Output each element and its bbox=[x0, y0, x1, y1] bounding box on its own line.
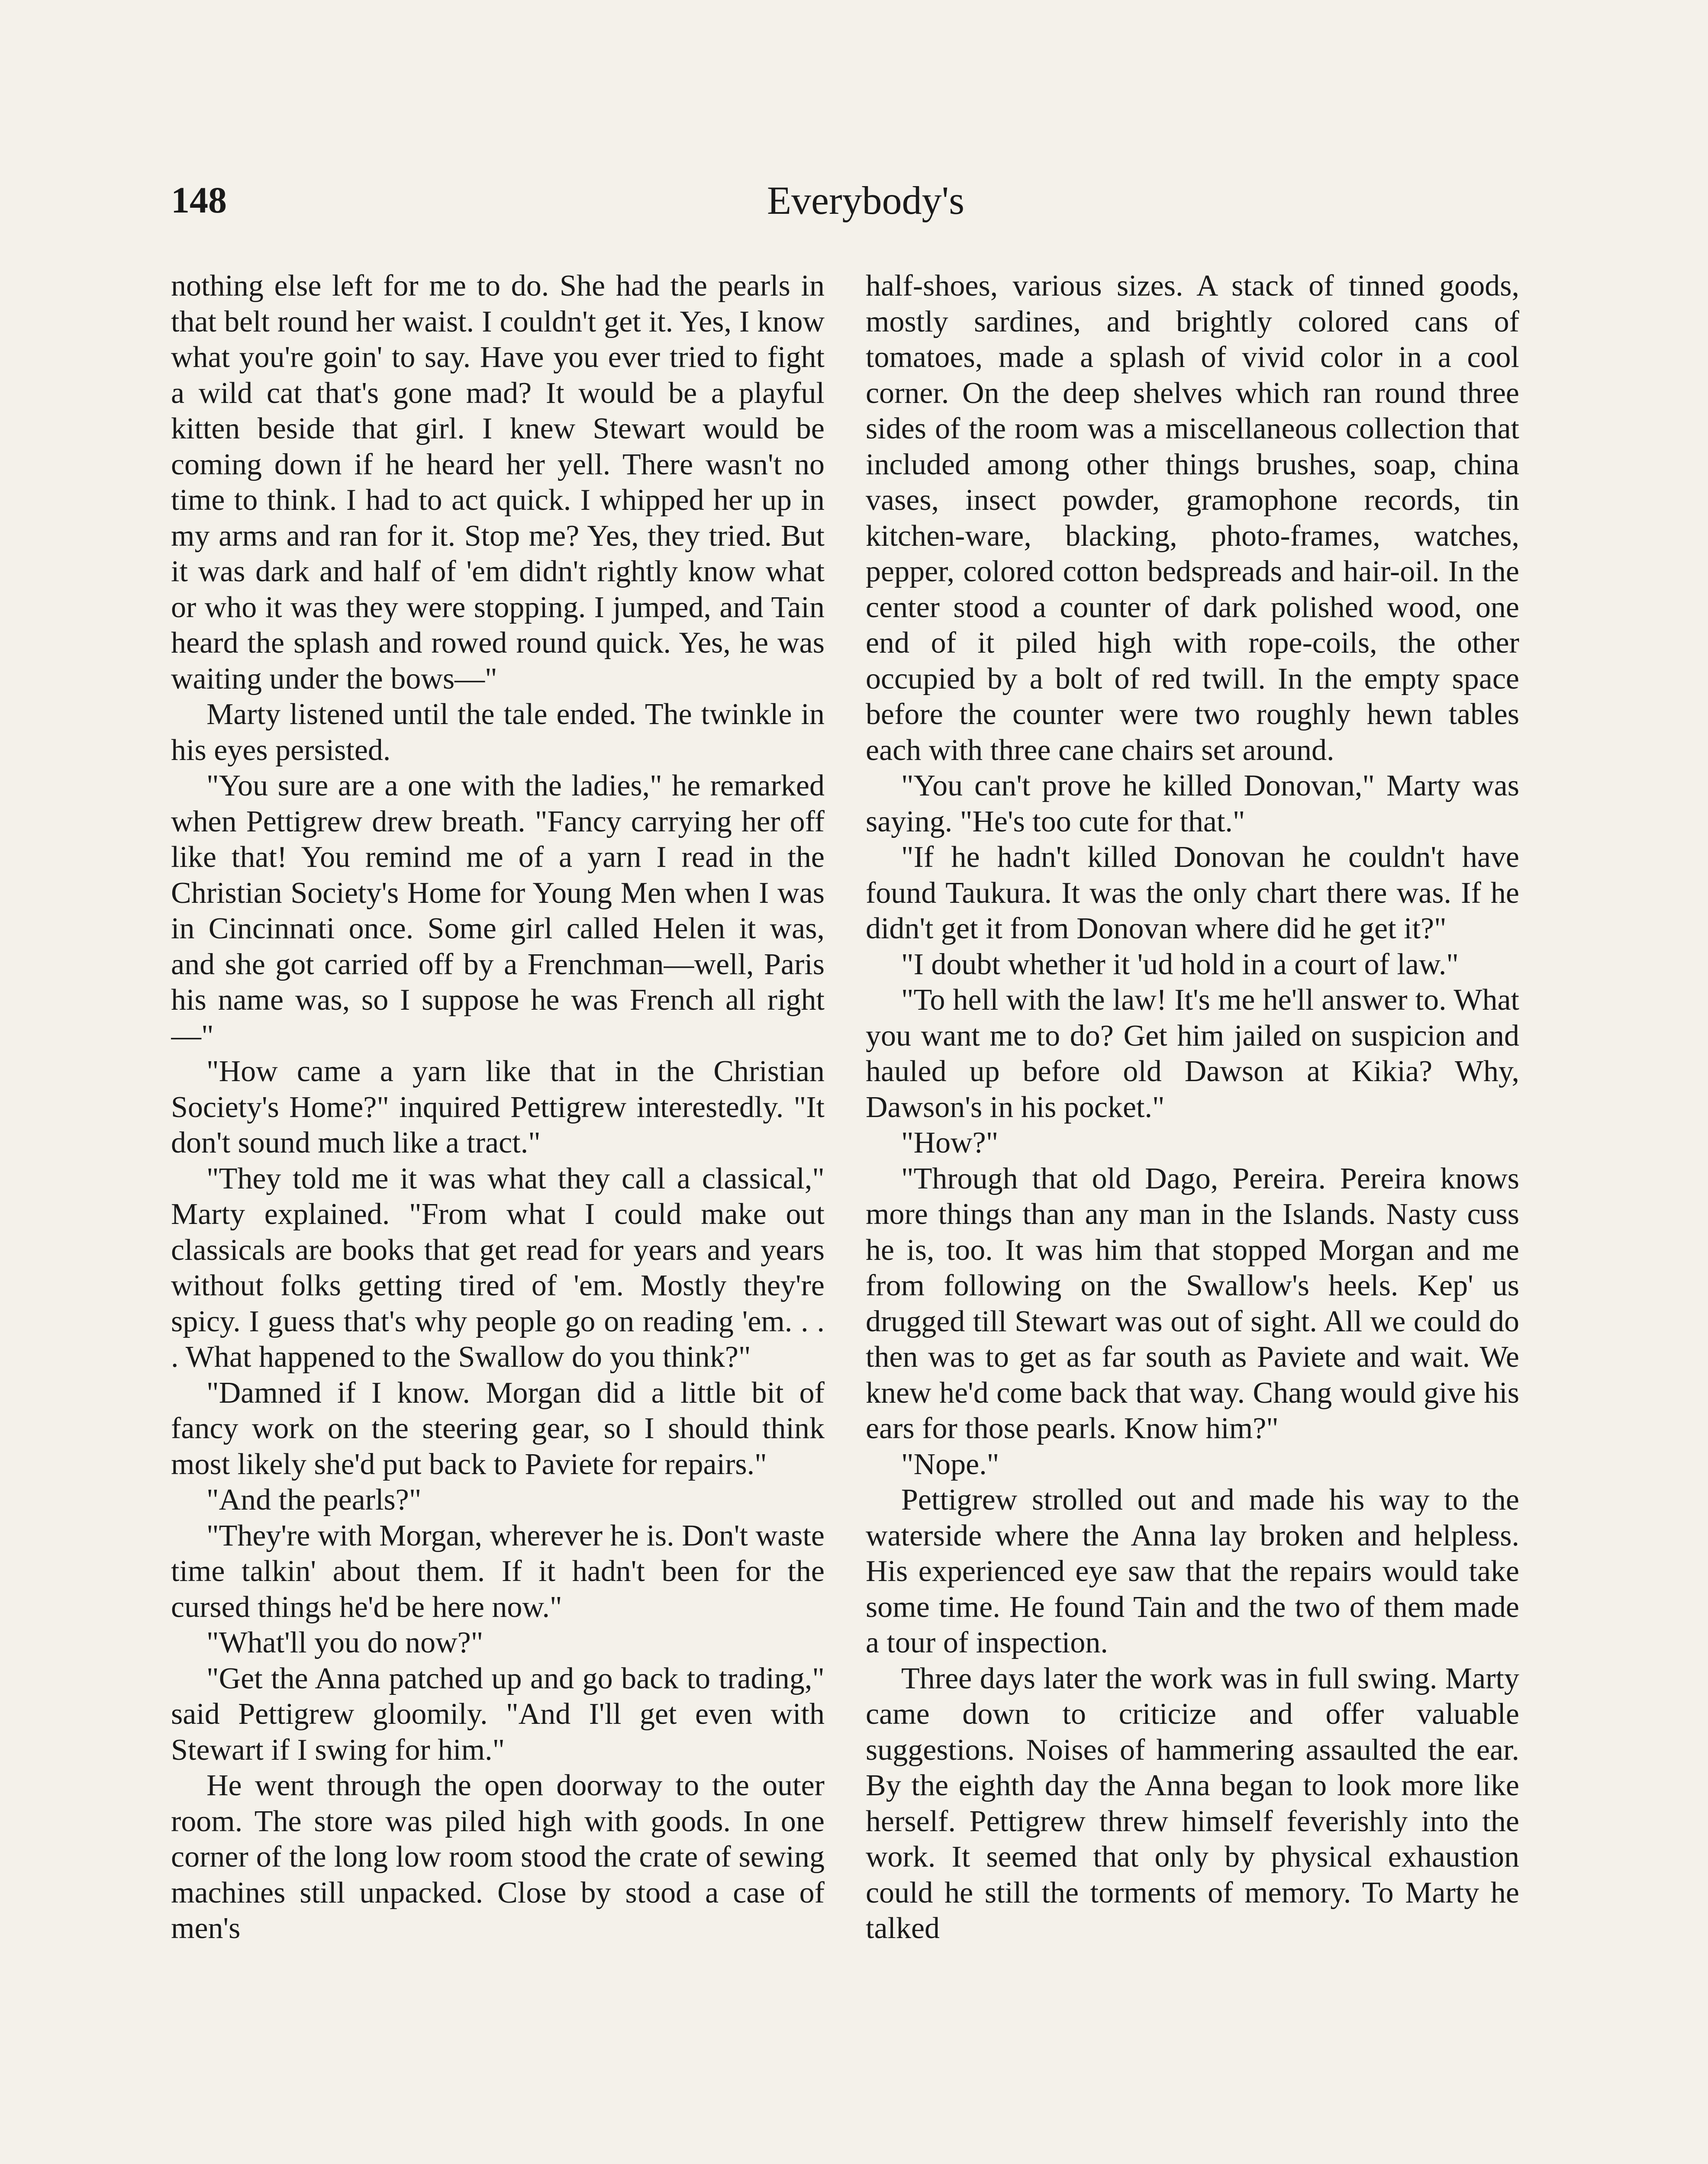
paragraph: "How?" bbox=[901, 1126, 999, 1159]
paragraph: "And the pearls?" bbox=[206, 1483, 422, 1517]
paragraph: "They're with Morgan, wherever he is. Don't waste time talkin' about them. If it hadn't been for the cursed things he'd be here now." bbox=[171, 1519, 825, 1624]
page-number: 148 bbox=[171, 179, 227, 221]
paragraph: "How came a yarn like that in the Christian Society's Home?" inquired Pettigrew interestedly. "It don't sound much like a tract." bbox=[171, 1055, 825, 1159]
paragraph: half-shoes, various sizes. A stack of tinned goods, mostly sardines, and brightly colored cans of tomatoes, made a splash of vivid color in a cool corner. On the deep shelves which ran round three sides of the room was a miscellaneous collection that included among other things brushes, soap, china vases, insect powder, gramophone records, tin kitchen-ware, blacking, photo-frames, watches, pepper, colored cotton bedspreads and hair-oil. In the center stood a counter of dark polished wood, one end of it piled high with rope-coils, the other occupied by a bolt of red twill. In the empty space before the counter were two roughly hewn tables each with three cane chairs set around. bbox=[866, 269, 1519, 767]
paragraph: "You sure are a one with the ladies," he remarked when Pettigrew drew breath. "Fancy carrying her off like that! You remind me of a yarn I read in the Christian Society's Home for Young Men when I was in Cincinnati once. Some girl called Helen it was, and she got carried off by a Frenchman—well, Paris his name was, so I suppose he was French all right—" bbox=[171, 769, 825, 1053]
paragraph: Three days later the work was in full swing. Marty came down to criticize and offer valuable suggestions. Noises of hammering assaulted the ear. By the eighth day the Anna began to look more like herself. Pettigrew threw himself feverishly into the work. It seemed that only by physical exhaustion could he still the torments of memory. To Marty he talked bbox=[866, 1662, 1519, 1945]
paragraph: "You can't prove he killed Donovan," Marty was saying. "He's too cute for that." bbox=[866, 769, 1519, 838]
left-column bbox=[171, 268, 825, 2164]
right-column bbox=[866, 268, 1519, 2164]
paragraph: "Nope." bbox=[901, 1447, 999, 1481]
paragraph: "If he hadn't killed Donovan he couldn't have found Taukura. It was the only chart there was. If he didn't get it from Donovan where did he get it?" bbox=[866, 840, 1519, 945]
paragraph: "Damned if I know. Morgan did a little bit of fancy work on the steering gear, so I should think most likely she'd put back to Paviete for repairs." bbox=[171, 1376, 825, 1481]
paragraph: "Get the Anna patched up and go back to trading," said Pettigrew gloomily. "And I'll get even with Stewart if I swing for him." bbox=[171, 1662, 825, 1767]
paragraph: "What'll you do now?" bbox=[206, 1626, 483, 1659]
paragraph: Pettigrew strolled out and made his way to the waterside where the Anna lay broken and helpless. His experienced eye saw that the repairs would take some time. He found Tain and the two of them made a tour of inspection. bbox=[866, 1483, 1519, 1659]
paragraph: nothing else left for me to do. She had the pearls in that belt round her waist. I couldn't get it. Yes, I know what you're goin' to say. Have you ever tried to fight a wild cat that's gone mad? It would be a playful kitten beside that girl. I knew Stewart would be coming down if he heard her yell. There wasn't no time to think. I had to act quick. I whipped her up in my arms and ran for it. Stop me? Yes, they tried. But it was dark and half of 'em didn't rightly know what or who it was they were stopping. I jumped, and Tain heard the splash and rowed round quick. Yes, he was waiting under the bows—" bbox=[171, 269, 825, 696]
paragraph: Marty listened until the tale ended. The twinkle in his eyes persisted. bbox=[171, 698, 825, 767]
paragraph: "Through that old Dago, Pereira. Pereira knows more things than any man in the Islands. Nasty cuss he is, too. It was him that stopped Morgan and me from following on the Swallow's heels. Kep' us drugged till Stewart was out of sight. All we could do then was to get as far south as Paviete and wait. We knew he'd come back that way. Chang would give his ears for those pearls. Know him?" bbox=[866, 1162, 1519, 1445]
paragraph: "They told me it was what they call a classical," Marty explained. "From what I could make out classicals are books that get read for years and years without folks getting tired of 'em. Mostly they're spicy. I guess that's why people go on reading 'em. . . . What happened to the Swallow do you think?" bbox=[171, 1162, 825, 1374]
running-head: Everybody's bbox=[767, 178, 965, 222]
paragraph: He went through the open doorway to the outer room. The store was piled high with goods. In one corner of the long low room stood the crate of sewing machines still unpacked. Close by stood a case of men's bbox=[171, 1769, 825, 1945]
paragraph: "To hell with the law! It's me he'll answer to. What you want me to do? Get him jailed on suspicion and hauled up before old Dawson at Kikia? Why, Dawson's in his pocket." bbox=[866, 983, 1519, 1124]
paragraph: "I doubt whether it 'ud hold in a court of law." bbox=[901, 947, 1459, 981]
